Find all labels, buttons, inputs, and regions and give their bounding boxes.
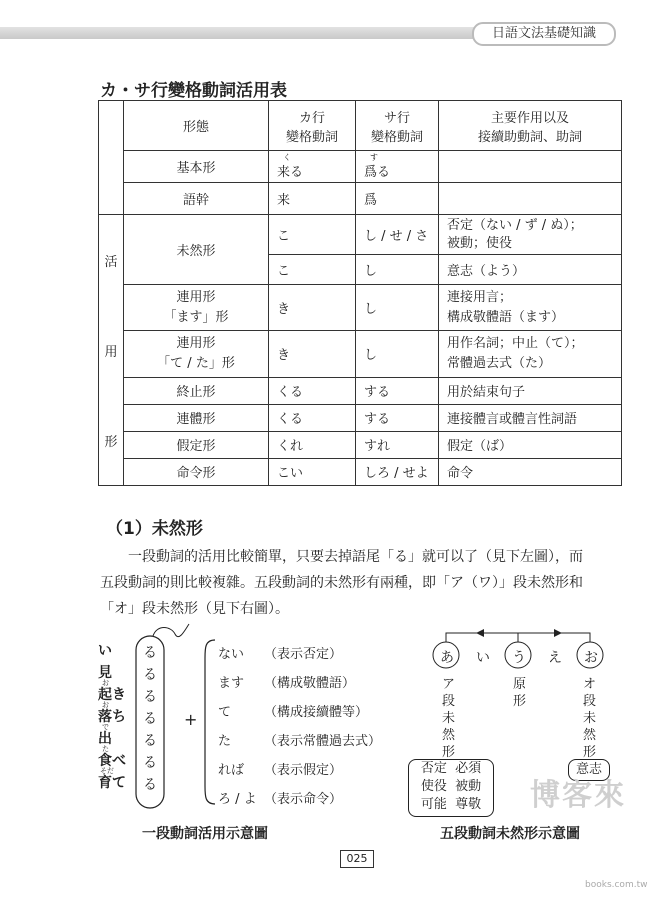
table-row: 語幹 来 爲 (99, 183, 622, 215)
suffix-note: （構成接續體等） (264, 705, 369, 720)
table-row: こ し 意志（よう） (99, 255, 622, 285)
suffix-note: （表示否定） (264, 647, 343, 662)
header-cell: サ行 變格動詞 (356, 101, 439, 151)
suffix-form: ろ / よ (218, 792, 257, 807)
ru-char: る (143, 645, 157, 661)
table-row: 活 用 形 未然形 こ し / せ / さ 否定（ない / ず / ぬ）； 被動；使役 (99, 215, 622, 255)
verb-item: 育て (98, 775, 126, 791)
kana-e: え (548, 650, 562, 666)
verb-item: 見 (98, 665, 112, 681)
header-cell: 形態 (124, 101, 269, 151)
suffix-form: ます (218, 676, 245, 691)
paragraph-line: 一段動詞的活用比較簡單，只要去掉語尾「る」就可以了（見下左圖），而 (128, 549, 583, 565)
plus-sign: + (184, 710, 198, 729)
suffix-note: （表示命令） (264, 792, 343, 807)
suffix-form: た (218, 734, 232, 749)
o-uses-box: 意志 (568, 759, 610, 781)
header-cell: カ行 變格動詞 (269, 101, 356, 151)
base-form-label: 原 形 (513, 677, 527, 709)
table-row: 連體形 くる する 連接體言或體言性詞語 (99, 404, 622, 431)
ru-char: る (143, 755, 157, 771)
ru-char: る (143, 711, 157, 727)
verb-item: い (98, 643, 112, 659)
ru-char: る (143, 777, 157, 793)
paragraph-line: 五段動詞的則比較複雜。五段動詞的未然形有兩種，即「ア（ワ）」段未然形和 (100, 575, 583, 591)
side-label: 活 用 形 (99, 215, 124, 486)
header-title: 日語文法基礎知識 (472, 22, 616, 46)
ru-char: る (143, 689, 157, 705)
a-uses-box: 否定 必須 使役 被動 可能 尊敬 (408, 759, 494, 817)
kana-a: あ (440, 650, 454, 666)
verb-item: 起き (98, 687, 126, 703)
page-number: 025 (340, 850, 374, 868)
watermark-url: books.com.tw (585, 880, 648, 890)
conjugation-table (98, 100, 622, 486)
a-stem-label: ア 段 未 然 形 (442, 677, 456, 760)
suffix-form: ない (218, 647, 245, 662)
suffix-form: て (218, 705, 232, 720)
paragraph-line: 「オ」段未然形（見下右圖）。 (100, 601, 289, 617)
subsection-title: （1）未然形 (106, 519, 203, 539)
suffix-note: （表示常體過去式） (264, 734, 382, 749)
section-title: カ・サ行變格動詞活用表 (100, 81, 287, 101)
right-figure-caption: 五段動詞未然形示意圖 (440, 826, 580, 842)
kana-o: お (584, 650, 598, 666)
ru-char: る (143, 667, 157, 683)
ru-char: る (143, 733, 157, 749)
kana-i: い (476, 650, 490, 666)
header-cell: 主要作用以及 接續助動詞、助詞 (439, 101, 622, 151)
table-row: 基本形 く 来る す 爲る (99, 151, 622, 183)
suffix-note: （構成敬體語） (264, 676, 356, 691)
suffix-form: れば (218, 763, 245, 778)
table-row: 命令形 こい しろ / せよ 命令 (99, 458, 622, 485)
o-stem-label: オ 段 未 然 形 (583, 677, 597, 760)
table-row: 假定形 くれ すれ 假定（ば） (99, 431, 622, 458)
watermark-logo: 博客來 (530, 778, 626, 813)
kana-u: う (512, 650, 526, 666)
table-row: 終止形 くる する 用於結束句子 (99, 377, 622, 404)
table-header-row (99, 101, 622, 151)
table-row: 連用形 「て / た」形 き し 用作名詞；中止（て）； 常體過去式（た） (99, 331, 622, 377)
verb-item: 食べ (98, 753, 126, 769)
left-figure-caption: 一段動詞活用示意圖 (142, 826, 268, 842)
suffix-note: （表示假定） (264, 763, 343, 778)
verb-item: 出 (98, 731, 112, 747)
suffix-bracket (203, 638, 217, 806)
table-row: 連用形 「ます」形 き し 連接用言； 構成敬體語（ます） (99, 285, 622, 331)
verb-item: 落ち (98, 709, 126, 725)
